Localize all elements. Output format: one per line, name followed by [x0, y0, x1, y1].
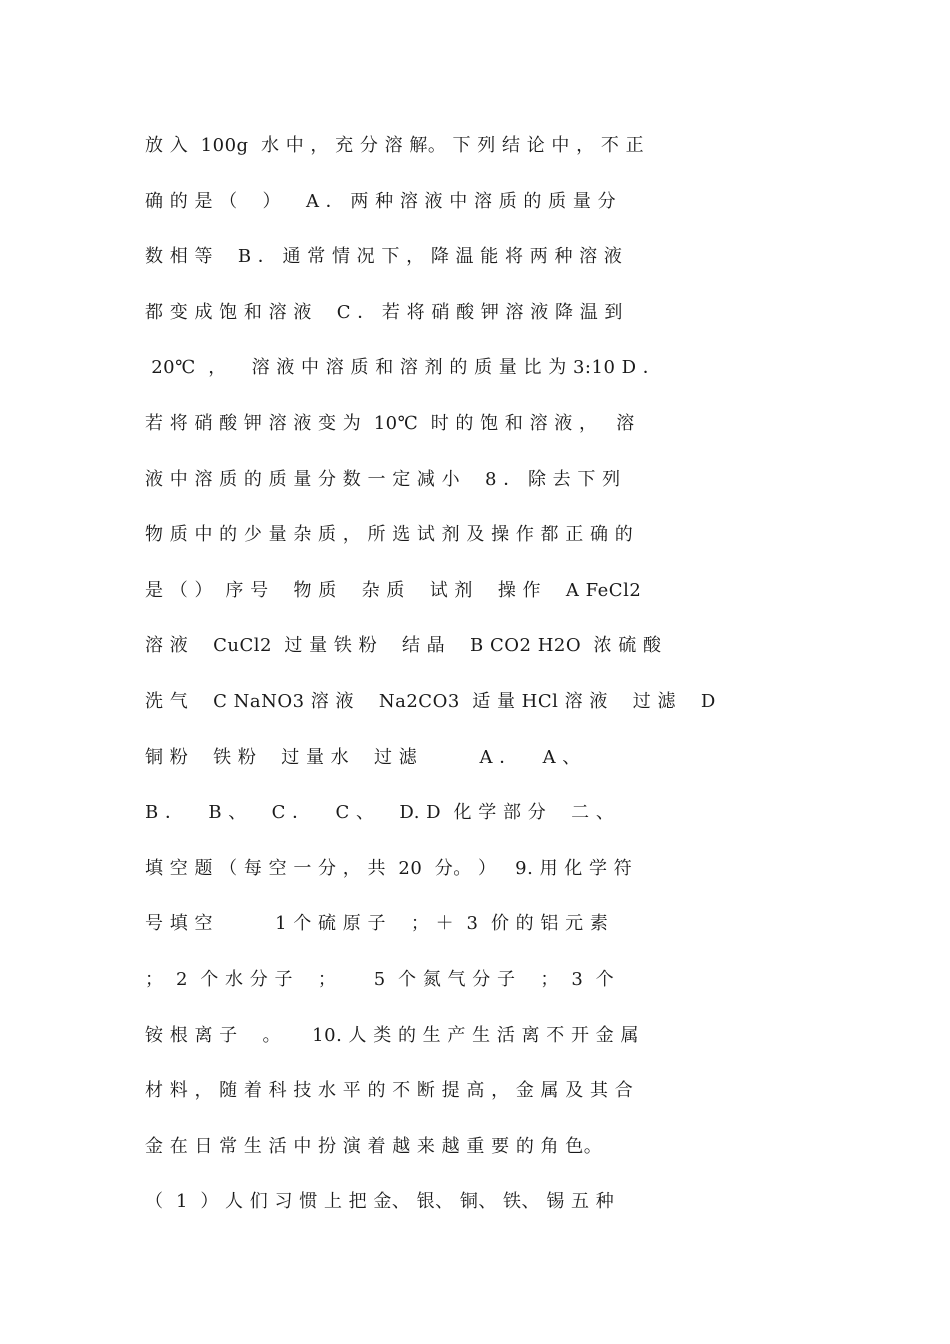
- text-line: 液 中 溶 质 的 质 量 分 数 一 定 减 小 8 ． 除 去 下 列: [145, 468, 621, 490]
- text-line: 若 将 硝 酸 钾 溶 液 变 为 10℃ 时 的 饱 和 溶 液 ， 溶: [145, 412, 635, 434]
- text-line: （ 1 ） 人 们 习 惯 上 把 金、 银、 铜、 铁、 锡 五 种: [145, 1191, 615, 1213]
- text-line: ； 2 个 水 分 子 ； 5 个 氮 气 分 子 ； 3 个: [145, 968, 615, 990]
- text-line: 号 填 空 1 个 硫 原 子 ； ＋ 3 价 的 铝 元 素: [145, 913, 609, 935]
- text-line: 洗 气 C NaNO3 溶 液 Na2CO3 适 量 HCl 溶 液 过 滤 D: [145, 690, 716, 712]
- text-line: 数 相 等 B ． 通 常 情 况 下 ， 降 温 能 将 两 种 溶 液: [145, 246, 623, 268]
- text-line: 铜 粉 铁 粉 过 量 水 过 滤 A ． A 、: [145, 746, 581, 768]
- text-line: 确 的 是 （ ） A ． 两 种 溶 液 中 溶 质 的 质 量 分: [145, 190, 617, 212]
- text-line: 物 质 中 的 少 量 杂 质 ， 所 选 试 剂 及 操 作 都 正 确 的: [145, 524, 634, 546]
- text-line: B ． B 、 C ． C 、 D. D 化 学 部 分 二 、: [145, 802, 615, 824]
- text-line: 20℃ ， 溶 液 中 溶 质 和 溶 剂 的 质 量 比 为 3:10 D ．: [145, 357, 662, 379]
- text-line: 放 入 100g 水 中 ， 充 分 溶 解。 下 列 结 论 中 ， 不 正: [145, 135, 645, 156]
- text-line: 溶 液 CuCl2 过 量 铁 粉 结 晶 B CO2 H2O 浓 硫 酸: [145, 635, 662, 657]
- document-body: [145, 118, 825, 1230]
- text-line: 都 变 成 饱 和 溶 液 C ． 若 将 硝 酸 钾 溶 液 降 温 到: [145, 301, 623, 323]
- text-line: 材 料 ， 随 着 科 技 水 平 的 不 断 提 高 ， 金 属 及 其 合: [145, 1080, 634, 1102]
- text-line: 填 空 题 （ 每 空 一 分 ， 共 20 分。 ） 9. 用 化 学 符: [145, 857, 633, 879]
- text-line: 是 （ ） 序 号 物 质 杂 质 试 剂 操 作 A FeCl2: [145, 579, 642, 601]
- text-line: 金 在 日 常 生 活 中 扮 演 着 越 来 越 重 要 的 角 色。: [145, 1135, 603, 1157]
- text-line: 铵 根 离 子 。 10. 人 类 的 生 产 生 活 离 不 开 金 属: [145, 1024, 639, 1046]
